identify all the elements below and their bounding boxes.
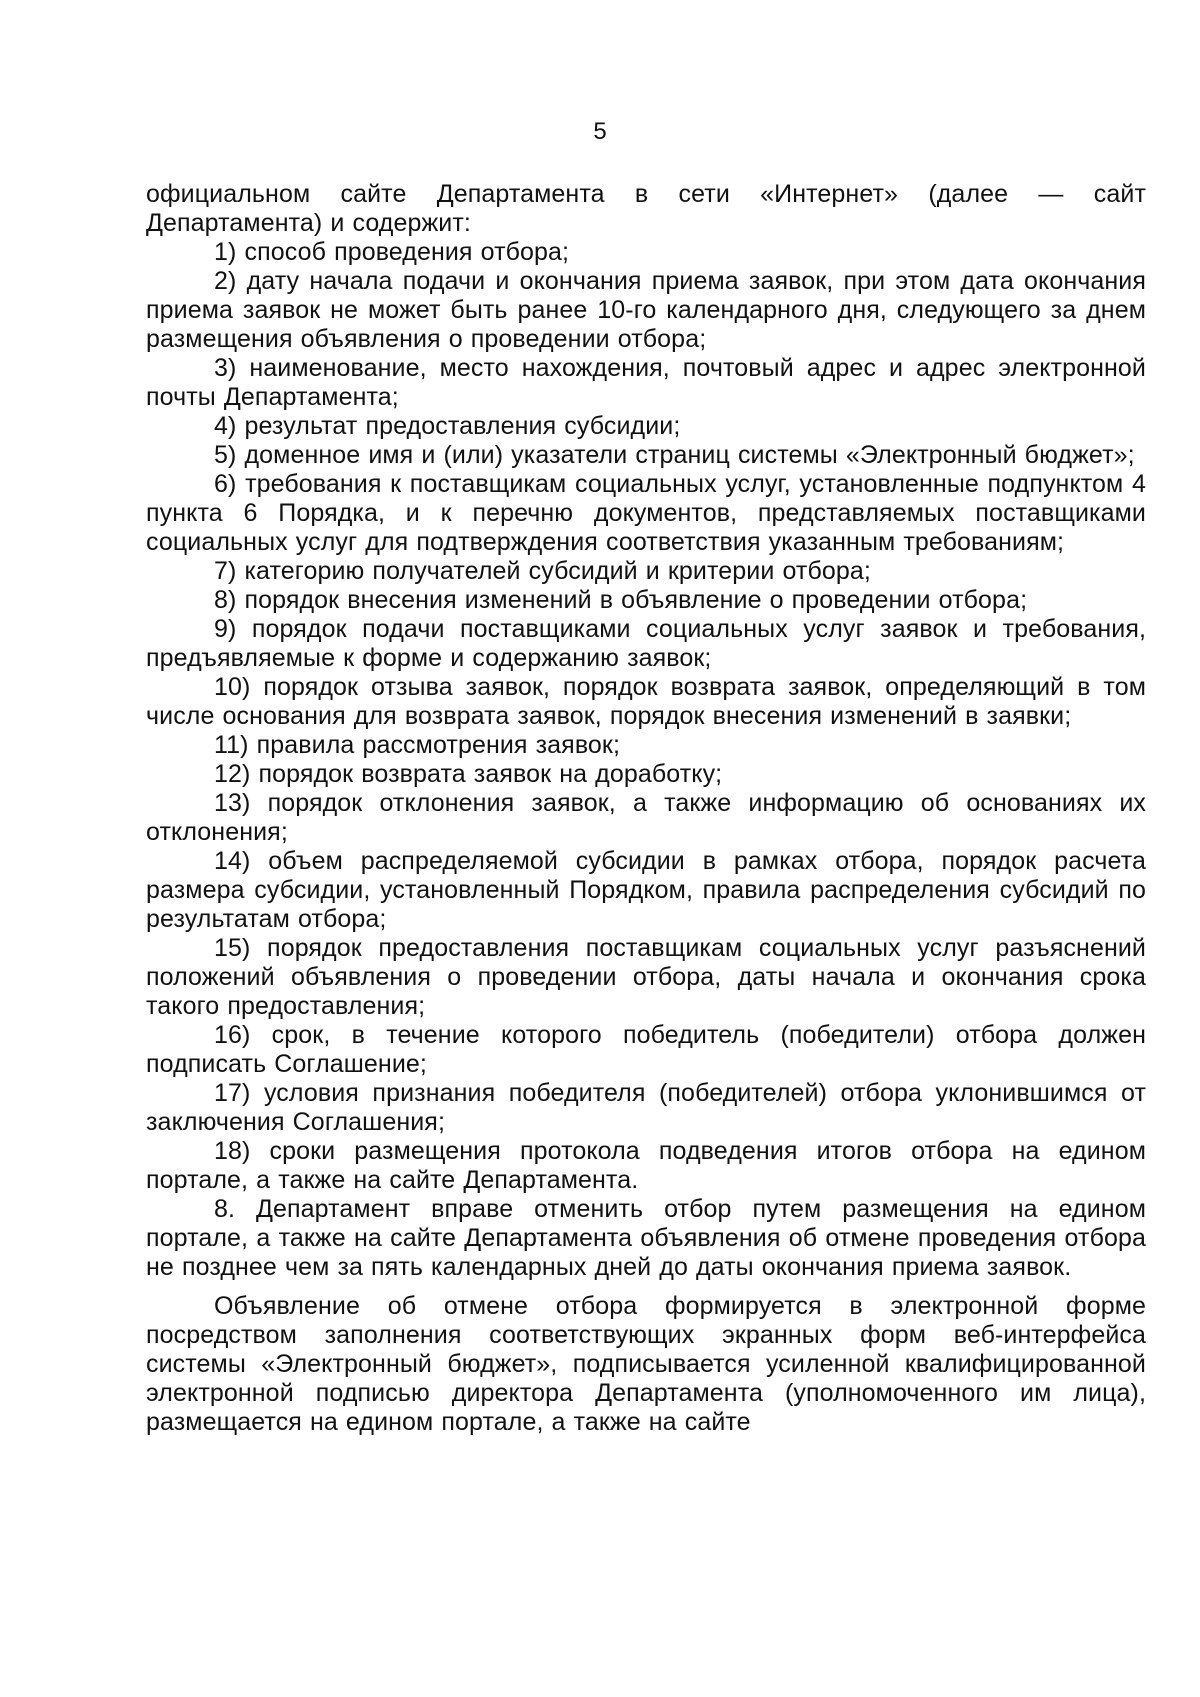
list-item: 11) правила рассмотрения заявок; [214, 731, 621, 759]
page-number: 5 [593, 118, 607, 145]
list-item: 17) условия признания победителя (победителей) отбора уклонившимся от заключения Соглашения; [146, 1079, 1146, 1136]
list-item: 4) результат предоставления субсидии; [214, 412, 681, 440]
list-item: 8) порядок внесения изменений в объявление о проведении отбора; [214, 586, 1028, 614]
paragraph: Объявление об отмене отбора формируется в электронной форме посредством заполнения соответствующих экранных форм веб-интерфейса системы «Электронный бюджет», подписывается усиленной квалифицированной электронной подписью директора Департамента (уполномоченного им лица), размещается на едином портале, а также на сайте [146, 1292, 1146, 1436]
list-item: 2) дату начала подачи и окончания приема заявок, при этом дата окончания приема заявок не может быть ранее 10-го календарного дня, следующего за днем размещения объявления о проведении отбора; [146, 267, 1146, 353]
list-item: 6) требования к поставщикам социальных услуг, установленные подпунктом 4 пункта 6 Порядка, и к перечню документов, представляемых поставщиками социальных услуг для подтверждения соответствия указанным требованиям; [146, 470, 1146, 556]
list-item: 14) объем распределяемой субсидии в рамках отбора, порядок расчета размера субсидии, установленный Порядком, правила распределения субсидий по результатам отбора; [146, 847, 1146, 933]
list-item: 5) доменное имя и (или) указатели страниц системы «Электронный бюджет»; [214, 441, 1135, 469]
list-item: 10) порядок отзыва заявок, порядок возврата заявок, определяющий в том числе основания для возврата заявок, порядок внесения изменений в заявки; [146, 673, 1146, 730]
list-item: 12) порядок возврата заявок на доработку; [214, 760, 723, 788]
list-item: 13) порядок отклонения заявок, а также информацию об основаниях их отклонения; [146, 789, 1146, 846]
list-item: 16) срок, в течение которого победитель (победители) отбора должен подписать Соглашение; [146, 1021, 1146, 1078]
list-item: 18) сроки размещения протокола подведения итогов отбора на едином портале, а также на сайте Департамента. [146, 1137, 1146, 1194]
list-item: 3) наименование, место нахождения, почтовый адрес и адрес электронной почты Департамента; [146, 354, 1146, 411]
list-item: 15) порядок предоставления поставщикам социальных услуг разъяснений положений объявления о проведении отбора, даты начала и окончания срока такого предоставления; [146, 934, 1146, 1020]
paragraph: официальном сайте Департамента в сети «Интернет» (далее — сайт Департамента) и содержит: [146, 180, 1146, 237]
list-item: 7) категорию получателей субсидий и критерии отбора; [214, 557, 871, 585]
list-item: 1) способ проведения отбора; [214, 238, 570, 266]
paragraph: 8. Департамент вправе отменить отбор путем размещения на едином портале, а также на сайте Департамента объявления об отмене проведения отбора не позднее чем за пять календарных дней до даты окончания приема заявок. [146, 1195, 1146, 1281]
document-body [146, 180, 1146, 1437]
list-item: 9) порядок подачи поставщиками социальных услуг заявок и требования, предъявляемые к форме и содержанию заявок; [146, 615, 1146, 672]
